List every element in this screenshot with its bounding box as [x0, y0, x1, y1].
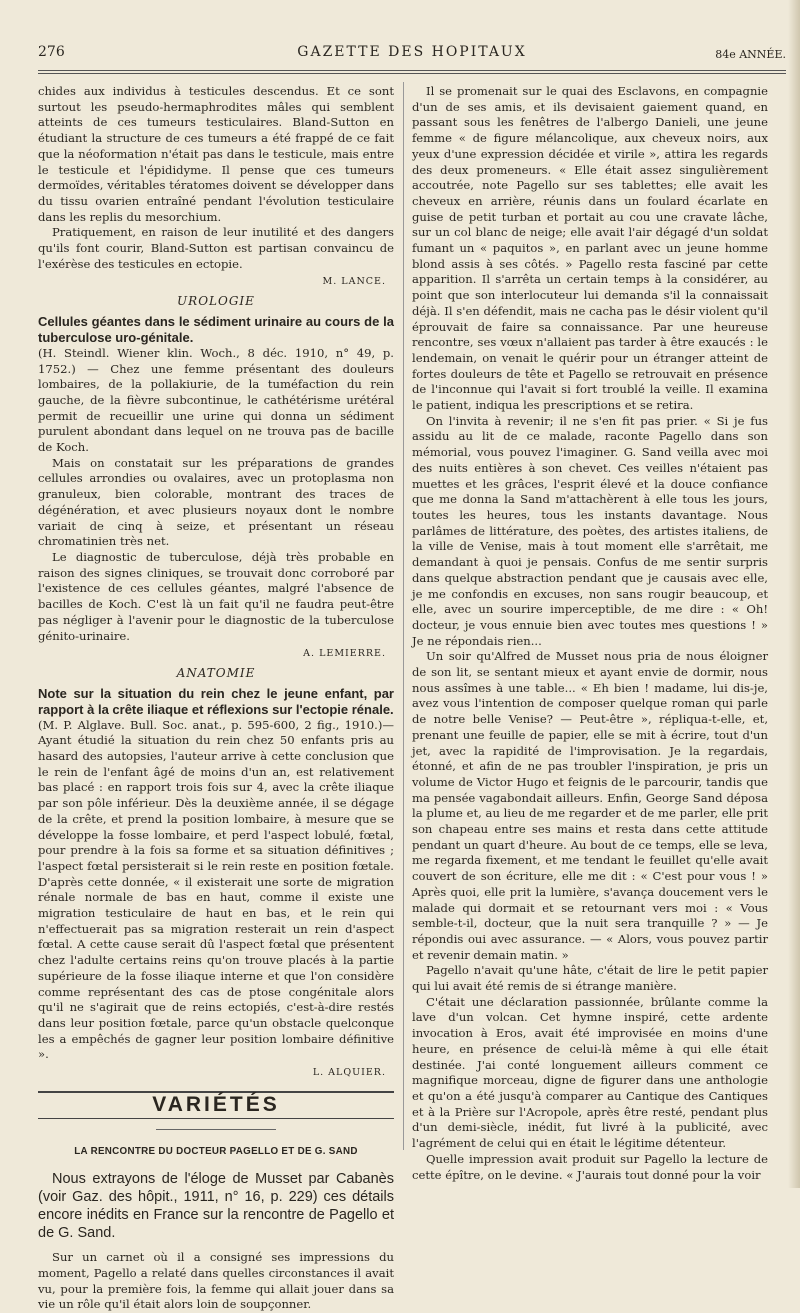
paragraph: Quelle impression avait produit sur Pagello la lecture de cette épître, on le devine. « J'aurais tout donné pour la voir — [412, 1151, 768, 1182]
journal-title: GAZETTE DES HOPITAUX — [297, 44, 527, 60]
paragraph: Pratiquement, en raison de leur inutilité et des dangers qu'ils font courir, Bland-Sutton est partisan convaincu de l'exérèse des testicules en ectopie. — [38, 225, 394, 271]
paragraph: Mais on constatait sur les préparations de grandes cellules arrondies ou ovalaires, avec un protoplasma non granuleux, bien colorable, montrant des traces de dégénération, et avec plusieurs noyaux dont le nombre variait de cinq à seize, et présentant un réseau chromatinien très net. — [38, 455, 394, 549]
article-body: (M. P. Alglave. Bull. Soc. anat., p. 595-600, 2 fig., 1910.)— Ayant étudié la situation du rein chez 50 enfants pris au hasard des autopsies, l'auteur arrive à cette conclusion que le rein de l'enfant âgé de moins d'un an, est relativement bas placé : en rapport trois fois sur 4, avec la crête iliaque par son pôle inférieur. Dès la deuxième année, il se dégage de la crête, et prend la position lombaire, à mesure que se développe la fosse lombaire, et perd l'aspect lobulé, fœtal, pour prendre à la fois sa forme et sa situation définitives ; l'aspect fœtal persisterait si le rein reste en position fœtale. D'après cette donnée, « il existerait une sorte de migration rénale normale de bas en haut, comme il existe une migration testiculaire de haut en bas, et le rein qui n'effectuerait pas sa migration resterait un rein d'aspect fœtal. A cette cause serait dû l'aspect fœtal que présentent chez l'adulte certains reins qu'on trouve placés à la partie supérieure de la fosse iliaque interne et que l'on considère comme représentant des cas de ptose congénitale alors qu'il ne s'agirait que de reins ectopiés, c'est-à-dire restés dans leur position fœtale, parce qu'un obstacle quelconque les a empêchés de gagner leur position lombaire définitive ». — [38, 717, 394, 1062]
paragraph: Un soir qu'Alfred de Musset nous pria de nous éloigner de son lit, se sentant mieux et ayant envie de dormir, nous nous assîmes à une table... « Eh bien ! madame, lui dis-je, avez vous l'intention de composer quelque roman qui parle de notre belle Venise? — Peut-être », répliqua-t-elle, et, prenant une feuille de papier, elle se mit à écrire, tout d'un jet, avec la rapidité de l'improvisation. Je la regardais, étonné, et afin de ne pas troubler l'inspiration, je pris un volume de Victor Hugo et feignis de le parcourir, tandis que ma pensée vagabondait ailleurs. Enfin, George Sand déposa la plume et, au lieu de me regarder et de me parler, elle prit son chapeau entre ses mains et resta dans cette attitude pendant un quart d'heure. Au bout de ce temps, elle se leva, me regarda fixement, et me tendant le feuillet qu'elle avait couvert de son écriture, elle me dit : « C'est pour vous ! » Après quoi, elle prit la lumière, s'avança doucement vers le malade qui dormait et se retournant vers moi : « Vous semble-t-il, docteur, que la nuit sera tranquille ? » — Je répondis oui avec assurance. — « Alors, vous pouvez partir et revenir demain matin. » — [412, 649, 768, 962]
paragraph: Pagello n'avait qu'une hâte, c'était de lire le petit papier qui lui avait été remis de si étrange manière. — [412, 963, 768, 994]
left-column — [38, 84, 394, 1313]
article-title: Note sur la situation du rein chez le jeune enfant, par rapport à la crête iliaque et réflexions sur l'ectopie rénale. — [38, 685, 394, 717]
paragraph: C'était une déclaration passionnée, brûlante comme la lave d'un volcan. Cet hymne inspiré, cette ardente invocation à Eros, avait été improvisée en moins d'une heure, en présence de celui-là même à qui elle était destinée. J'ai conté longuement ailleurs comment ce magnifique morceau, digne de figurer dans une anthologie et qu'on a été jusqu'à comparer au Cantique des Cantiques et à la Prière sur l'Acropole, après être resté, pendant plus d'un demi-siècle, inédit, fut livré à la publicité, avec l'agrément de celui qui en était le légitime détenteur. — [412, 994, 768, 1151]
paragraph: Sur un carnet où il a consigné ses impressions du moment, Pagello a relaté dans quelles circonstances il avait vu, pour la première fois, la femme qui allait jouer dans sa vie un rôle qu'il était alors loin de soupçonner. — [38, 1250, 394, 1312]
author-signature: A. LEMIERRE. — [303, 648, 386, 660]
paragraph: Il se promenait sur le quai des Esclavons, en compagnie d'un de ses amis, et ils devisaient gaiement quand, en passant sous les fenêtres de l'albergo Danieli, une jeune femme « de figure mélancolique, aux cheveux noirs, aux yeux d'une expression décidée et virile », attira les regards des deux promeneurs. « Elle était assez singulièrement accoutrée, note Pagello sur ses tablettes; elle avait les cheveux en arrière, réunis dans un foulard écarlate en guise de petit turban et portait au cou une cravate lâche, sur un col blanc de neige; elle avait l'air dégagé d'un soldat fumant un « paquitos », en parlant avec un jeune homme blond assis à ses côtés. » Pagello resta fasciné par cette apparition. Il s'arrêta un certain temps à la considérer, au point que son interlocuteur lui demanda s'il la connaissait déjà. Il s'en défendit, mais ne cacha pas le désir violent qu'il éprouvait de faire sa connaissance. Par une heureuse rencontre, ses vœux n'allaient pas tarder à être exaucés : le lendemain, on venait le quérir pour un étranger atteint de fortes douleurs de tête et Pagello se retrouvait en présence de l'inconnue qui l'avait si fort troublé la veille. Il examina le patient, indiqua les prescriptions et se retira. — [412, 84, 768, 413]
column-divider — [403, 82, 404, 1150]
page-edge-shadow — [788, 0, 800, 1188]
right-column — [412, 84, 768, 1183]
page-number: 276 — [38, 44, 65, 60]
varietes-heading: VARIÉTÉS — [38, 1091, 394, 1120]
story-title: LA RENCONTRE DU DOCTEUR PAGELLO ET DE G. SAND — [74, 1146, 358, 1158]
section-rule — [156, 1129, 276, 1130]
page-header — [38, 44, 786, 66]
paragraph: On l'invita à revenir; il ne s'en fit pas prier. « Si je fus assidu au lit de ce malade, raconte Pagello dans son mémorial, vous pouvez l'imaginer. G. Sand veilla avec moi des nuits entières à son chevet. Ces veilles n'étaient pas muettes et les grâces, l'esprit élevé et la douce confiance que me donna la Sand m'attachèrent à elle tous les jours, toutes les heures, tous les instants davantage. Nous parlâmes de littérature, des poètes, des artistes italiens, de la ville de Venise, mais à tout moment elle s'arrêtait, me demandant à quoi je pensais. Confus de me sentir surpris dans quelque abstraction pendant que je causais avec elle, je me confondis en excuses, non sans rougir beaucoup, et elle, avec un sourire imperceptible, de me dire : « Oh! docteur, je vous ennuie bien avec toutes mes questions ! » Je ne répondais rien... — [412, 413, 768, 648]
author-signature: M. LANCE. — [322, 276, 386, 288]
header-rule — [38, 70, 786, 71]
intro-paragraph: chides aux individus à testicules descendus. Et ce sont surtout les pseudo-hermaphrodites mâles qui semblent atteints de ces tumeurs testiculaires. Bland-Sutton en étudiant la structure de ces tumeurs a été frappé de ce fait que la néoformation n'était pas dans le testicule, mais entre le testicule et l'épididyme. Il pense que ces tumeurs dermoïdes, véritables tératomes doivent se développer dans du tissu ovarien entraîné pendant l'évolution testiculaire dans les replis du mesorchium. — [38, 84, 394, 224]
lead-paragraph: Nous extrayons de l'éloge de Musset par Cabanès (voir Gaz. des hôpit., 1911, n° 16, p. 229) ces détails encore inédits en France sur la rencontre de Pagello et de G. Sand. — [38, 1171, 394, 1242]
section-heading-urologie: UROLOGIE — [177, 294, 255, 309]
article-title: Cellules géantes dans le sédiment urinaire au cours de la tuberculose uro-génitale. — [38, 313, 394, 345]
paragraph: Le diagnostic de tuberculose, déjà très probable en raison des signes cliniques, se trouvait donc corroboré par l'existence de ces cellules géantes, malgré l'absence de bacilles de Koch. C'est là un fait qu'il ne faudra peut-être pas négliger à l'avenir pour le diagnostic de la tuberculose génito-urinaire. — [38, 549, 394, 643]
author-signature: L. ALQUIER. — [312, 1067, 386, 1079]
header-rule-2 — [38, 73, 786, 74]
year-label: 84e ANNÉE. — [715, 48, 786, 61]
article-reference: (H. Steindl. Wiener klin. Woch., 8 déc. 1910, n° 49, p. 1752.) — Chez une femme présentant des douleurs lombaires, de la pollakiurie, de la tuméfaction du rein gauche, de la fièvre subcontinue, le cathétérisme urétéral permit de recueillir une urine qui donna un sédiment purulent abondant dans lequel on ne trouva pas de bacille de Koch. — [38, 345, 394, 455]
section-heading-anatomie: ANATOMIE — [176, 665, 256, 680]
